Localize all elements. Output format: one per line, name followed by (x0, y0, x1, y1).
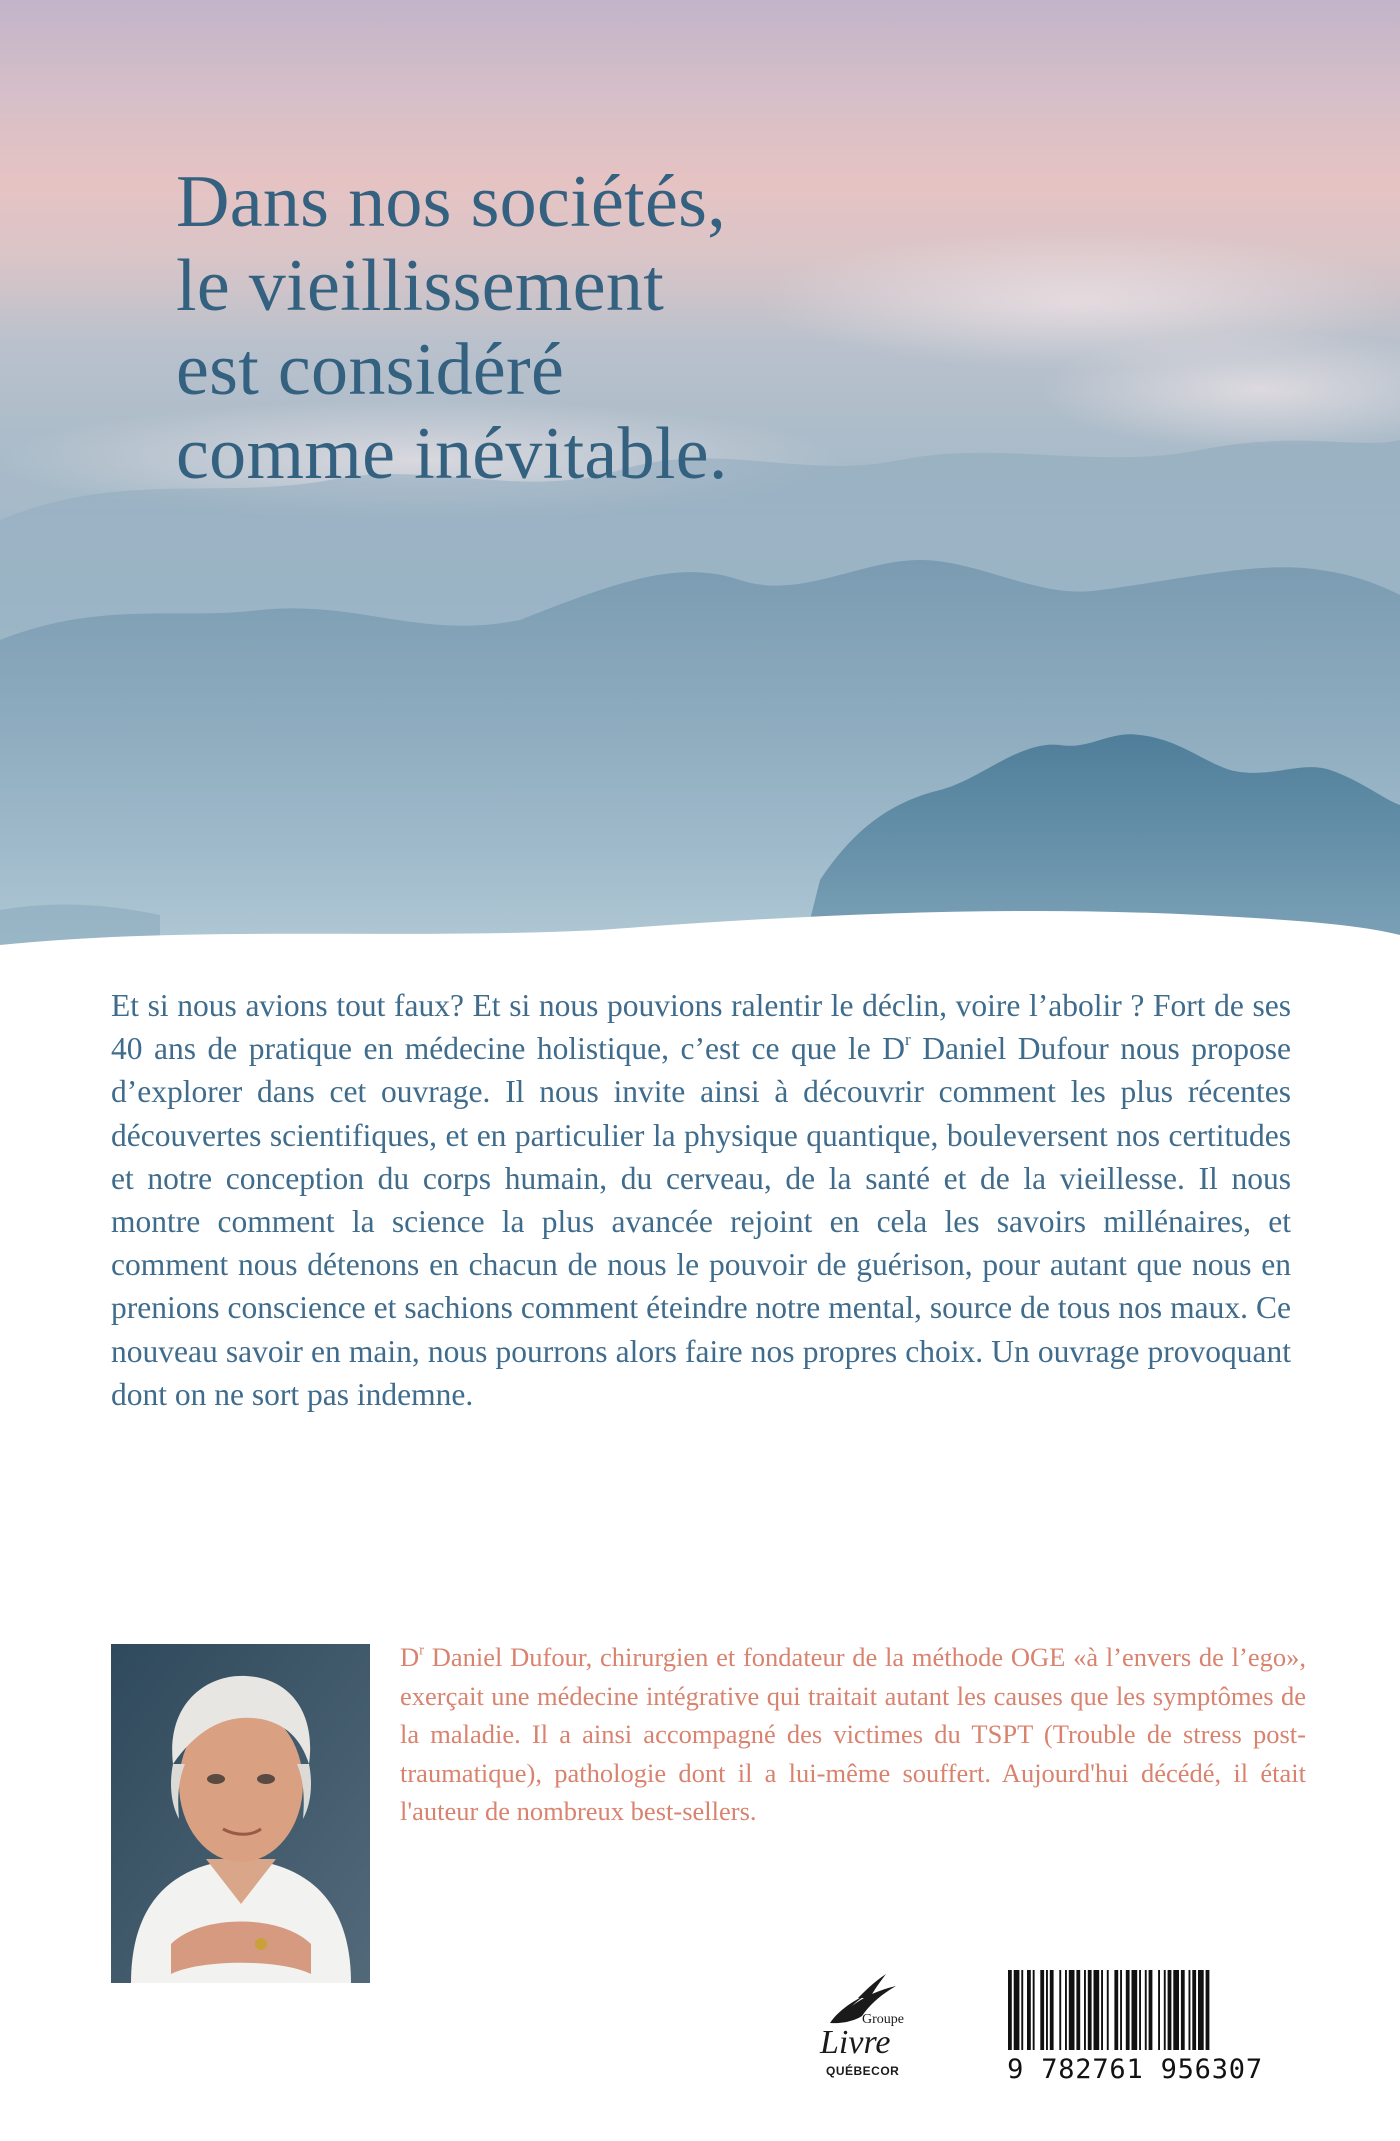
bio-text-start: D (400, 1642, 420, 1672)
author-bio (400, 1638, 1306, 1831)
publisher-quebecor: QUÉBECOR (826, 2064, 900, 2078)
headline-line-3: est considéré (176, 329, 565, 411)
publisher-groupe: Groupe (862, 2012, 904, 2027)
isbn-barcode (1004, 1970, 1266, 2090)
summary-text-start: Et si nous avions tout faux? Et si nous pouvions ralentir le déclin, voire l’abolir ? Fort de ses 40 ans de pratique en médecine holistique, c’est ce que le D (111, 988, 1291, 1067)
headline-line-1: Dans nos sociétés, (176, 161, 727, 243)
barcode-icon (1004, 1970, 1266, 2054)
publisher-logo (800, 1968, 920, 2088)
isbn-number: 9 782761 956307 (1007, 2054, 1263, 2085)
book-summary (111, 984, 1291, 1416)
cover-headline (176, 160, 728, 496)
summary-text-rest: Daniel Dufour nous propose d’explorer dans cet ouvrage. Il nous invite ainsi à découvrir comment les plus récentes découvertes scientifiques, et en particulier la physique quantique, bouleversent nos certitudes et notre conception du corps humain, du cerveau, de la santé et de la vieillesse. Il nous montre comment la science la plus avancée rejoint en cela les savoirs millénaires, et comment nous détenons en chacun de nous le pouvoir de guérison, pour autant que nous en prenions conscience et sachions comment éteindre notre mental, source de tous nos maux. Ce nouveau savoir en main, nous pourrons alors faire nos propres choix. Un ouvrage provoquant dont on ne sort pas indemne. (111, 1031, 1291, 1412)
bio-text-rest: Daniel Dufour, chirurgien et fondateur de la méthode OGE «à l’envers de l’ego», exerçait une médecine intégrative qui traitait autant les causes que les symptômes de la maladie. Il a ainsi accompagné des victimes du TSPT (Trouble de stress post-traumatique), pathologie dont il a lui-même souffert. Aujourd'hui décédé, il était l'auteur de nombreux best-sellers. (400, 1642, 1306, 1826)
headline-line-4: comme inévitable. (176, 413, 728, 495)
cover-hero-image (0, 0, 1400, 960)
author-portrait-icon (111, 1644, 370, 1983)
bio-superscript: r (419, 1642, 424, 1659)
publisher-livre: Livre (820, 2024, 891, 2061)
summary-superscript: r (904, 1030, 911, 1050)
author-photo (111, 1644, 370, 1983)
headline-line-2: le vieillissement (176, 245, 665, 327)
